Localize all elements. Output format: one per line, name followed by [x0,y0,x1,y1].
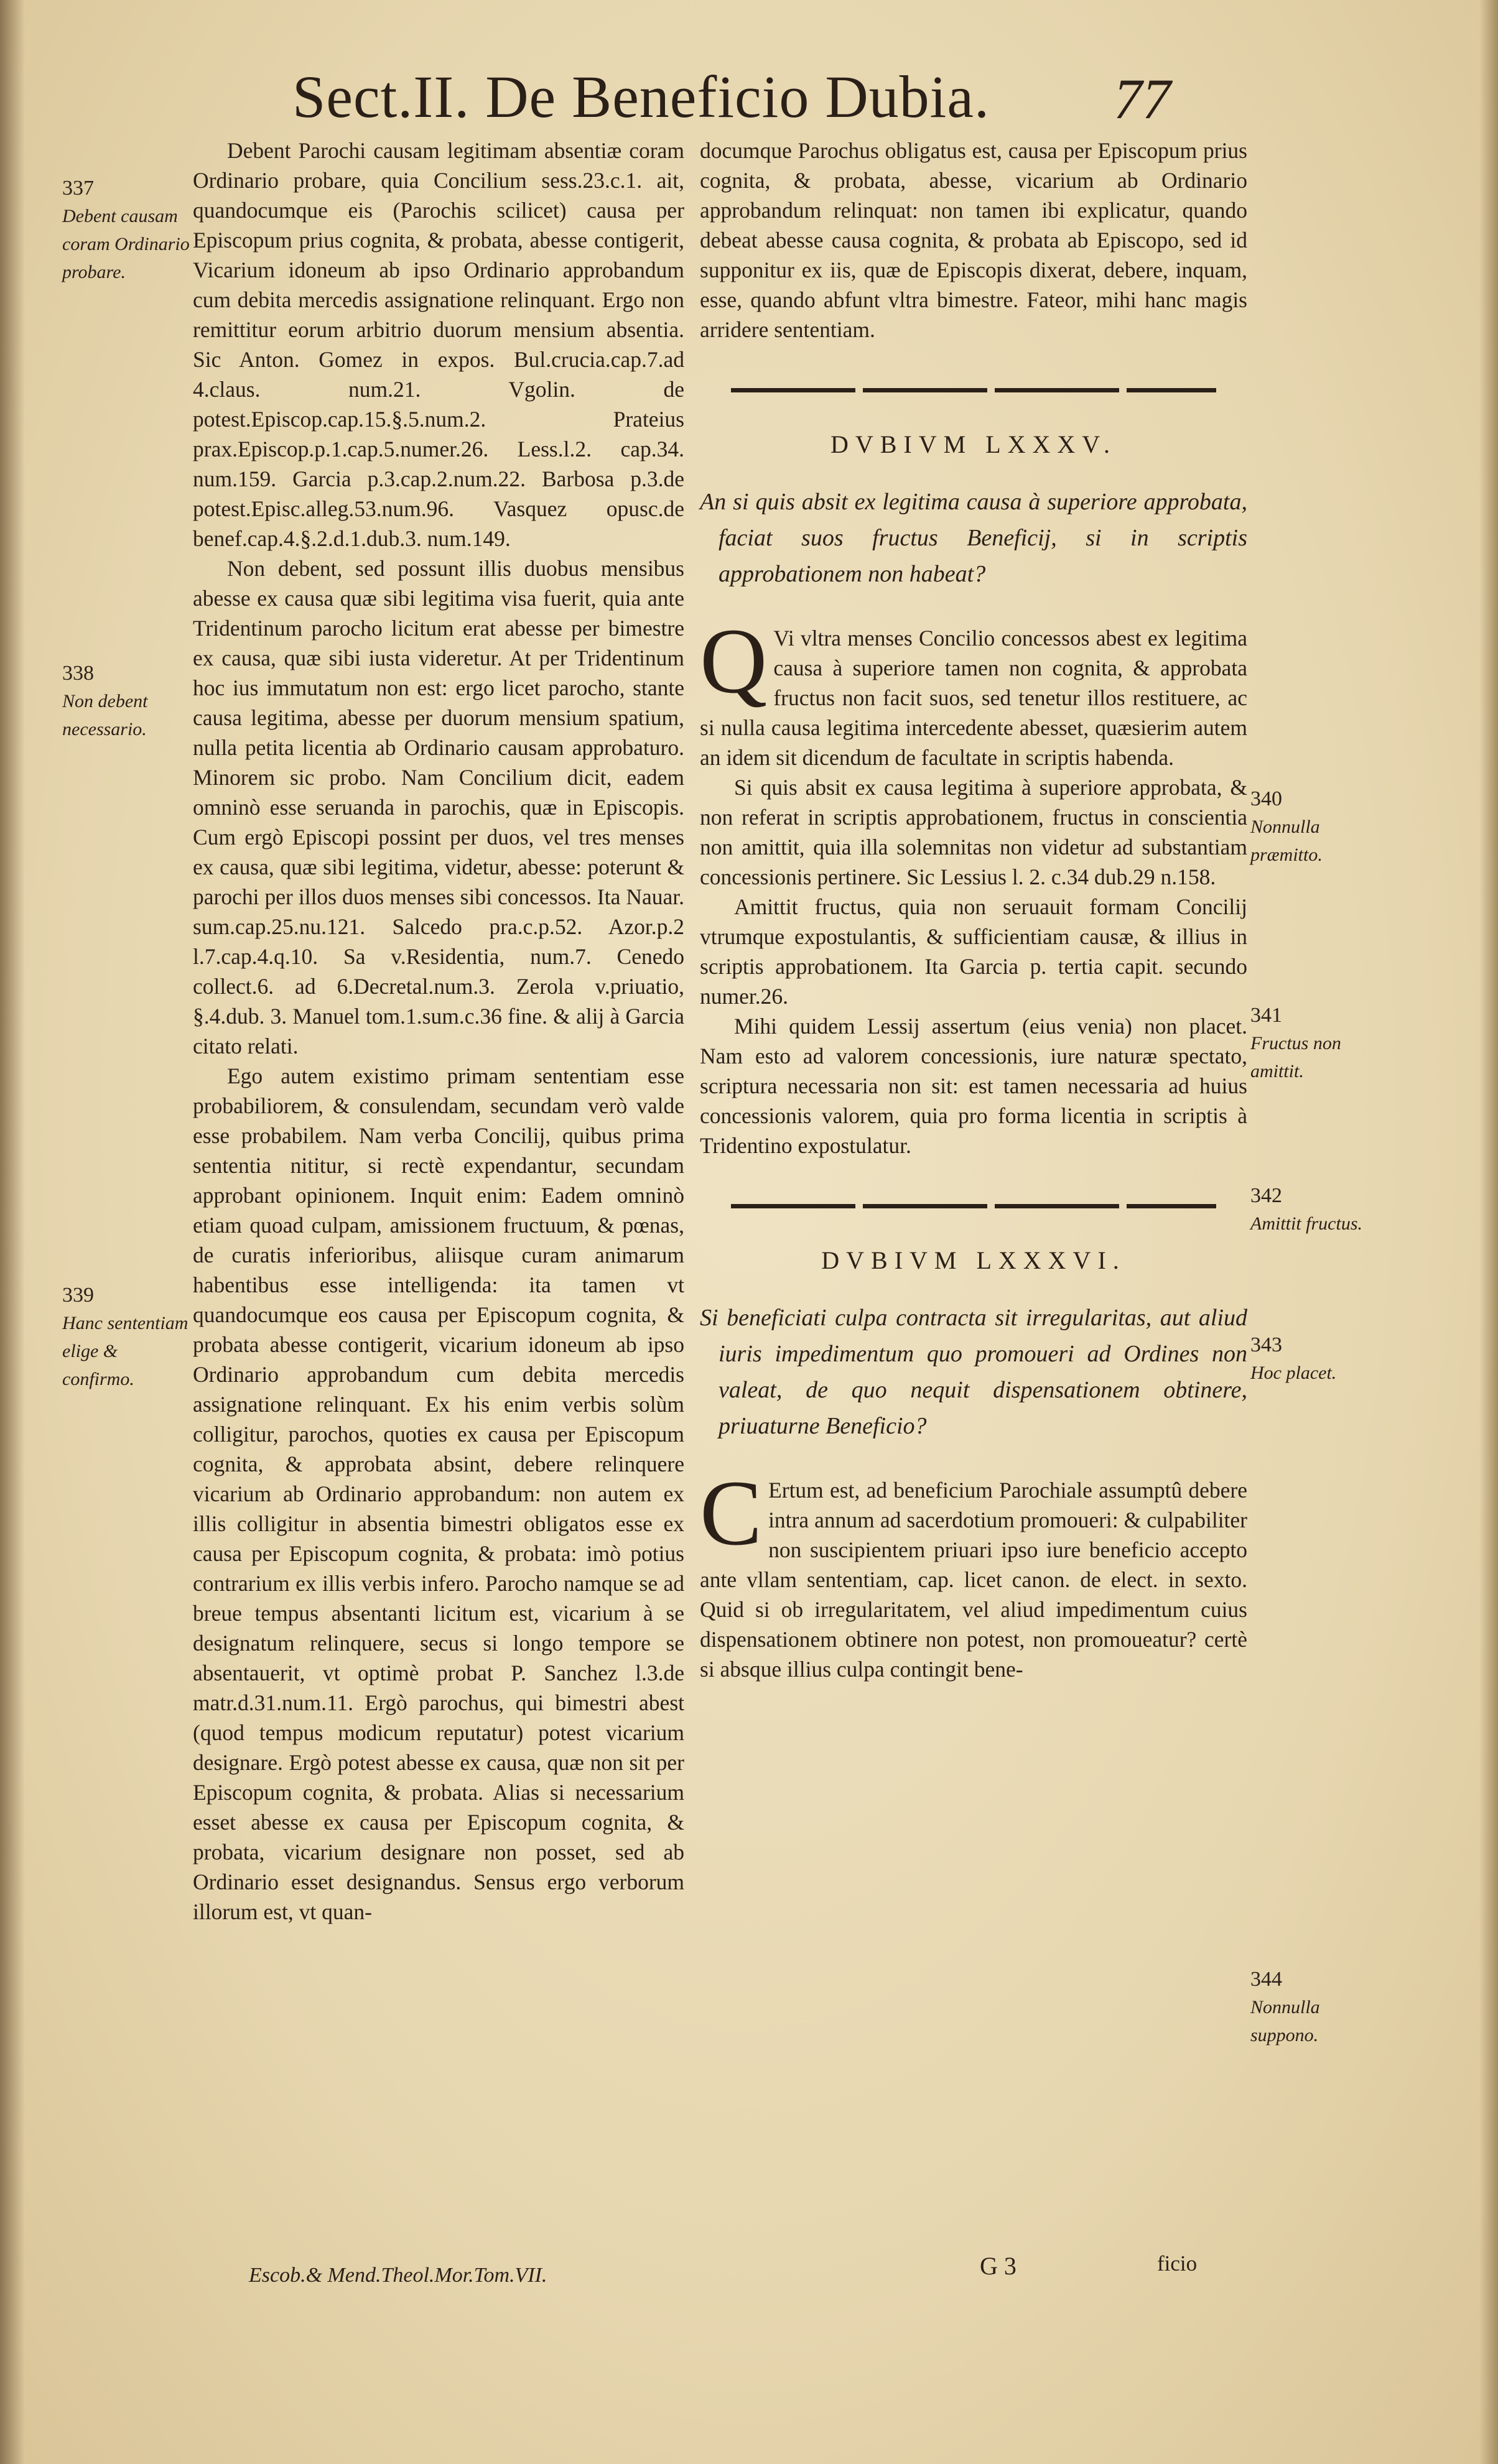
margin-number: 341 [1250,1004,1282,1027]
page-edge-shadow [1479,0,1498,2464]
margin-note-338 [62,659,190,743]
paragraph-344-text: Ertum est, ad beneficium Parochiale assumptû debere intra annum ad sacerdotium promoueri: & culpabiliter non suscipientem priuari ipso iure beneficio accepto ante vllam sententiam, cap. licet canon. de elect. in sexto. Quid si ob irregularitatem, vel aliud impedimentum cuius dispensationem obtinere non potest, non promoueatur? certè si absque illius culpa contingit bene- [700,1478,1247,1682]
paragraph-337: Debent Parochi causam legitimam absentiæ coram Ordinario probare, quia Concilium sess.23.c.1. ait, quandocumque eis (Parochis scilicet) causa per Episcopum prius cognita, & probata, abesse contigerit, Vicarium idoneum ab ipso Ordinario approbandum cum debita mercedis assignatione relinquant. Ergo non remittitur eorum arbitrio duorum mensium absentia. Sic Anton. Gomez in expos. Bul.crucia.cap.7.ad 4.claus. num.21. Vgolin. de potest.Episcop.cap.15.§.5.num.2. Prateius prax.Episcop.p.1.cap.5.numer.26. Less.l.2. cap.34. num.159. Garcia p.3.cap.2.num.22. Barbosa p.3.de potest.Episc.alleg.53.num.96. Vasquez opusc.de benef.cap.4.§.2.d.1.dub.3. num.149. [193,138,684,551]
footer-reference: Escob.& Mend.Theol.Mor.Tom.VII. [249,2264,547,2287]
section-rule [731,388,1216,392]
paragraph-341: Si quis absit ex causa legitima à superiore approbata, & non referat in scriptis approbationem, fructus in conscientia non amittit, quia illa solemnitas non videtur ad substantiam concessionis pertinere. Sic Lessius l. 2. c.34 dub.29 n.158. [700,775,1247,889]
margin-note-339 [62,1281,190,1393]
paragraph-339: Ego autem existimo primam sententiam esse probabiliorem, & consulendam, secundam verò valde esse probabilem. Nam verba Concilij, quibus prima sententia nititur, si rectè expendantur, secundam approbant opinionem. Inquit enim: Eadem omninò etiam quoad culpam, amissionem fructuum, & pœnas, de curatis inferioribus, aliisque curam animarum habentibus esse intelligenda: ita tamen vt quandocumque eos causa per Episcopum cognita, & probata abesse contigerit, vicarium idoneum ab ipso Ordinario approbandum cum debita mercedis assignatione relinquant. Ex his enim verbis solùm colligitur, parochos, quoties ex causa per Episcopum cognita, & approbata absint, debere relinquere vicarium ab Ordinario approbandum: non autem ex illis colligitur in absentia bimestri obligatos esse ex causa per Episcopum cognita, & probata: imò potius contrarium ex illis verbis infero. Parocho namque se ad breue tempus absentanti licitum est, vicarium à se designatum relinquere, secus si longo tempore se absentauerit, vt optimè probat P. Sanchez l.3.de matr.d.31.num.11. Ergò parochus, qui bimestri abest (quod tempus modicum reputatur) potest vicarium designare. Ergò potest abesse ex causa, quæ non sit per Episcopum cognita, & probata. Alias si necessarium esset abesse ex causa per Episcopum cognita, & probata, vicarium designare non posset, sed ab Ordinario esset designandus. Sensus ergo verborum illorum est, vt quan- [193,1063,684,1924]
margin-note-343 [1250,1331,1369,1387]
drop-cap: C [700,1461,763,1565]
continuation-paragraph: documque Parochus obligatus est, causa per Episcopum prius cognita, & probata, abesse, vicarium ab Ordinario approbandum relinquat: non tamen ibi explicatur, quando debeat abesse causa cognita, & probata ab Episcopo, sed id supponitur ex iis, quæ de Episcopis dixerat, debere, inquam, esse, quando abfunt vltra bimestre. Fateor, mihi hanc magis arridere sententiam. [700,138,1247,342]
dubium-85-heading: DVBIVM LXXXV. [830,430,1117,458]
margin-text: Nonnulla suppono. [1250,1997,1320,2045]
margin-note-340 [1250,785,1369,869]
paragraph-344 [700,1461,1247,1684]
paragraph-343: Mihi quidem Lessij assertum (eius venia) non placet. Nam esto ad valorem concessionis, iure naturæ spectato, scriptura necessaria non sit: est tamen necessaria ad huius concessionis valorem, quia pro forma licentia in scriptis à Tridentino expostulatur. [700,1014,1247,1158]
paragraph-338: Non debent, sed possunt illis duobus mensibus abesse ex causa quæ sibi legitima visa fuerit, quia ante Tridentinum parocho licitum erat abesse per bimestre ex causa, quæ sibi iusta videretur. At per Tridentinum hoc ius immutatum non est: ergo licet parocho, stante causa legitima, abesse per duorum mensium spatium, nulla petita licentia ab Ordinario causam approbaturo. Minorem sic probo. Nam Concilium dicit, eadem omninò esse seruanda in parochis, quæ in Episcopis. Cum ergò Episcopi possint per duos, vel tres menses ex causa, quæ sibi legitima, videtur, abesse: poterunt & parochi per illos duos menses sibi concessos. Ita Nauar. sum.cap.25.nu.121. Salcedo pra.c.p.52. Azor.p.2 l.7.cap.4.q.10. Sa v.Residentia, num.7. Cenedo collect.6. ad 6.Decretal.num.3. Zerola v.priuatio, §.4.dub. 3. Manuel tom.1.sum.c.36 fine. & alij à Garcia citato relati. [193,556,684,1058]
margin-number: 342 [1250,1184,1282,1207]
page-number: 77 [1114,67,1171,131]
margin-note-341 [1250,1001,1369,1085]
margin-text: Hoc placet. [1250,1363,1337,1383]
margin-text: Amittit fructus. [1250,1213,1362,1234]
section-rule [731,1204,1216,1208]
right-column [700,136,1247,1684]
left-column [193,136,684,1927]
dubium-86-question: Si beneficiati culpa contracta sit irregularitas, aut aliud iuris impedimentum quo promoueri ad Ordines non valeat, de quo nequit dispensationem obtinere, priuaturne Beneficio? [700,1305,1247,1439]
signature-mark: G 3 [980,2252,1016,2280]
paragraph-340 [700,609,1247,772]
paragraph-340-text: Vi vltra menses Concilio concessos abest ex legitima causa à superiore tamen non cognita, & approbata fructus non facit suos, sed tenetur illos restituere, ac si nulla causa legitima intercedente abesset, quæsierim autem an idem sit dicendum de facultate in scriptis habenda. [700,626,1247,770]
margin-note-337 [62,174,190,286]
dubium-86-heading: DVBIVM LXXXVI. [821,1246,1126,1274]
running-title: Sect.II. De Beneficio Dubia. [292,63,990,130]
margin-text: Hanc sententiam elige & confirmo. [62,1313,188,1389]
margin-number: 340 [1250,787,1282,810]
margin-text: Non debent necessario. [62,691,148,739]
page-header [0,56,1498,137]
paragraph-342: Amittit fructus, quia non seruauit formam Concilij vtrumque expostulantis, & sufficientiam causæ, & illius in scriptis approbationem. Ita Garcia p. tertia capit. secundo numer.26. [700,894,1247,1009]
margin-number: 339 [62,1284,94,1307]
margin-note-342 [1250,1182,1369,1238]
catchword: ficio [1157,2251,1198,2276]
dubium-85-question: An si quis absit ex legitima causa à superiore approbata, faciat suos fructus Beneficij, si in scriptis approbationem non habeat? [700,489,1247,587]
margin-number: 344 [1250,1968,1282,1991]
margin-text: Debent causam coram Ordinario probare. [62,206,190,282]
drop-cap: Q [700,609,768,713]
margin-note-344 [1250,1965,1369,2049]
margin-number: 337 [62,177,94,200]
margin-number: 338 [62,662,94,685]
margin-text: Nonnulla præmitto. [1250,817,1323,865]
margin-number: 343 [1250,1333,1282,1356]
binding-shadow [0,0,25,2464]
margin-text: Fructus non amittit. [1250,1033,1341,1081]
